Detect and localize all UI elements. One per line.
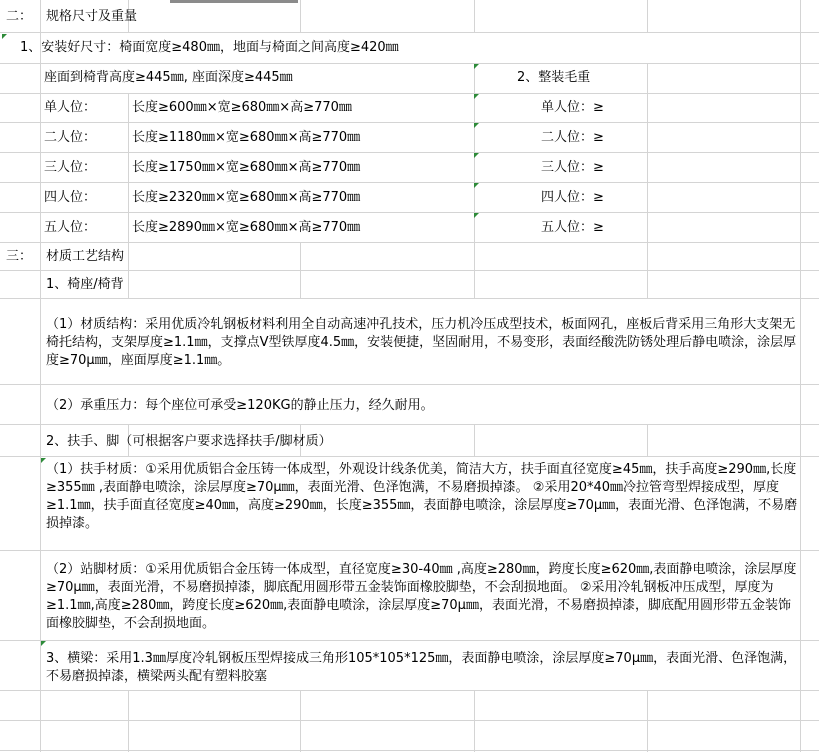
grid-line	[129, 182, 474, 183]
cell-marker	[474, 153, 479, 158]
cell-marker	[474, 183, 479, 188]
scroll-indicator	[170, 0, 298, 3]
cell-marker	[474, 123, 479, 128]
section-number[interactable]: 三：	[6, 249, 33, 264]
crossbeam-cell[interactable]: 3、横梁：采用1.3㎜厚度冷轧钢板压型焊接成三角形105*105*125㎜，表面静电喷涂，涂层厚度≥70μ㎜，表面光滑、色泽饱满，不易磨损掉漆，横梁两头配有塑料胶塞	[46, 651, 797, 684]
cell-marker	[474, 213, 479, 218]
material-structure-cell[interactable]: （1）材质结构：采用优质冷轧钢板材料利用全自动高速冲孔技术，压力机冷压成型技术，板面网孔，座板后背采用三角形大支架无椅托结构，支架厚度≥1.1㎜，支撑点V型铁厚度4.5㎜，安装便捷，坚固耐用，不易变形，表面经酸洗防锈处理后静电喷涂，涂层厚度≥70μ㎜，座面厚度≥1.1㎜。	[46, 317, 797, 368]
seat-size-1[interactable]: 长度≥600㎜×宽≥680㎜×高≥770㎜	[132, 100, 352, 115]
seat-size-2[interactable]: 长度≥1180㎜×宽≥680㎜×高≥770㎜	[132, 130, 361, 145]
cell-marker	[474, 94, 479, 99]
subsection-title[interactable]: 1、椅座/椅背	[46, 277, 124, 292]
grid-line	[129, 152, 474, 153]
seat-weight-3[interactable]: 三人位：≥	[541, 160, 604, 175]
seat-weight-1[interactable]: 单人位：≥	[541, 100, 604, 115]
seat-weight-4[interactable]: 四人位：≥	[541, 190, 604, 205]
grid-line	[0, 424, 819, 425]
seat-label-2[interactable]: 二人位：	[44, 130, 97, 145]
seat-label-5[interactable]: 五人位：	[44, 220, 97, 235]
seat-label-3[interactable]: 三人位：	[44, 160, 97, 175]
seat-back-height-cell[interactable]: 座面到椅背高度≥445㎜, 座面深度≥445㎜	[44, 70, 293, 85]
cell-marker	[474, 64, 479, 69]
seat-label-4[interactable]: 四人位：	[44, 190, 97, 205]
section-title[interactable]: 规格尺寸及重量	[46, 9, 138, 24]
armrest-material-cell[interactable]: （1）扶手材质：①采用优质铝合金压铸一体成型，外观设计线条优美，简洁大方，扶手面直径宽度≥45㎜，扶手高度≥290㎜,长度≥355㎜ ,表面静电喷涂，涂层厚度≥70μ㎜，表面光滑、色泽饱满，不易磨损掉漆。 ②采用20*40㎜冷拉管弯型焊接成型，厚度≥1.1㎜，扶手面直径宽度≥40㎜，高度≥290㎜，长度≥355㎜，表面静电喷涂，涂层厚度≥70μ㎜，表面光滑、色泽饱满，不易磨损掉漆。	[46, 462, 798, 531]
subsection-title[interactable]: 2、扶手、脚（可根据客户要求选择扶手/脚材质）	[46, 434, 332, 449]
grid-line	[129, 122, 474, 123]
section-number[interactable]: 二：	[6, 9, 33, 24]
install-size-cell[interactable]: 1、安装好尺寸：椅面宽度≥480㎜，地面与椅面之间高度≥420㎜	[20, 40, 399, 55]
grid-line	[0, 750, 819, 751]
seat-size-3[interactable]: 长度≥1750㎜×宽≥680㎜×高≥770㎜	[132, 160, 361, 175]
seat-size-5[interactable]: 长度≥2890㎜×宽≥680㎜×高≥770㎜	[132, 220, 361, 235]
grid-line	[0, 270, 819, 271]
leg-material-cell[interactable]: （2）站脚材质：①采用优质铝合金压铸一体成型，直径宽度≥30-40㎜ ,高度≥280㎜，跨度长度≥620㎜,表面静电喷涂，涂层厚度≥70μ㎜，表面光滑，不易磨损掉漆，脚底配用圆形带五金装饰面橡胶脚垫，不会刮损地面。 ②采用冷轧钢板冲压成型，厚度为≥1.1㎜,高度≥280㎜，跨度长度≥620㎜,表面静电喷涂，涂层厚度≥70μ㎜，表面光滑，不易磨损掉漆，脚底配用圆形带五金装饰面橡胶脚垫，不会刮损地面。	[46, 562, 797, 631]
load-capacity-cell[interactable]: （2）承重压力：每个座位可承受≥120KG的静止压力，经久耐用。	[46, 398, 434, 413]
grid-line	[129, 212, 474, 213]
section-title[interactable]: 材质工艺结构	[46, 249, 125, 264]
grid-line	[0, 690, 819, 691]
seat-label-1[interactable]: 单人位：	[44, 100, 97, 115]
grid-line	[0, 720, 819, 721]
gross-weight-header[interactable]: 2、整装毛重	[517, 70, 591, 85]
seat-size-4[interactable]: 长度≥2320㎜×宽≥680㎜×高≥770㎜	[132, 190, 361, 205]
cell-marker	[2, 34, 7, 39]
seat-weight-5[interactable]: 五人位：≥	[541, 220, 604, 235]
cell-marker	[41, 641, 46, 646]
grid-line	[0, 242, 819, 243]
seat-weight-2[interactable]: 二人位：≥	[541, 130, 604, 145]
